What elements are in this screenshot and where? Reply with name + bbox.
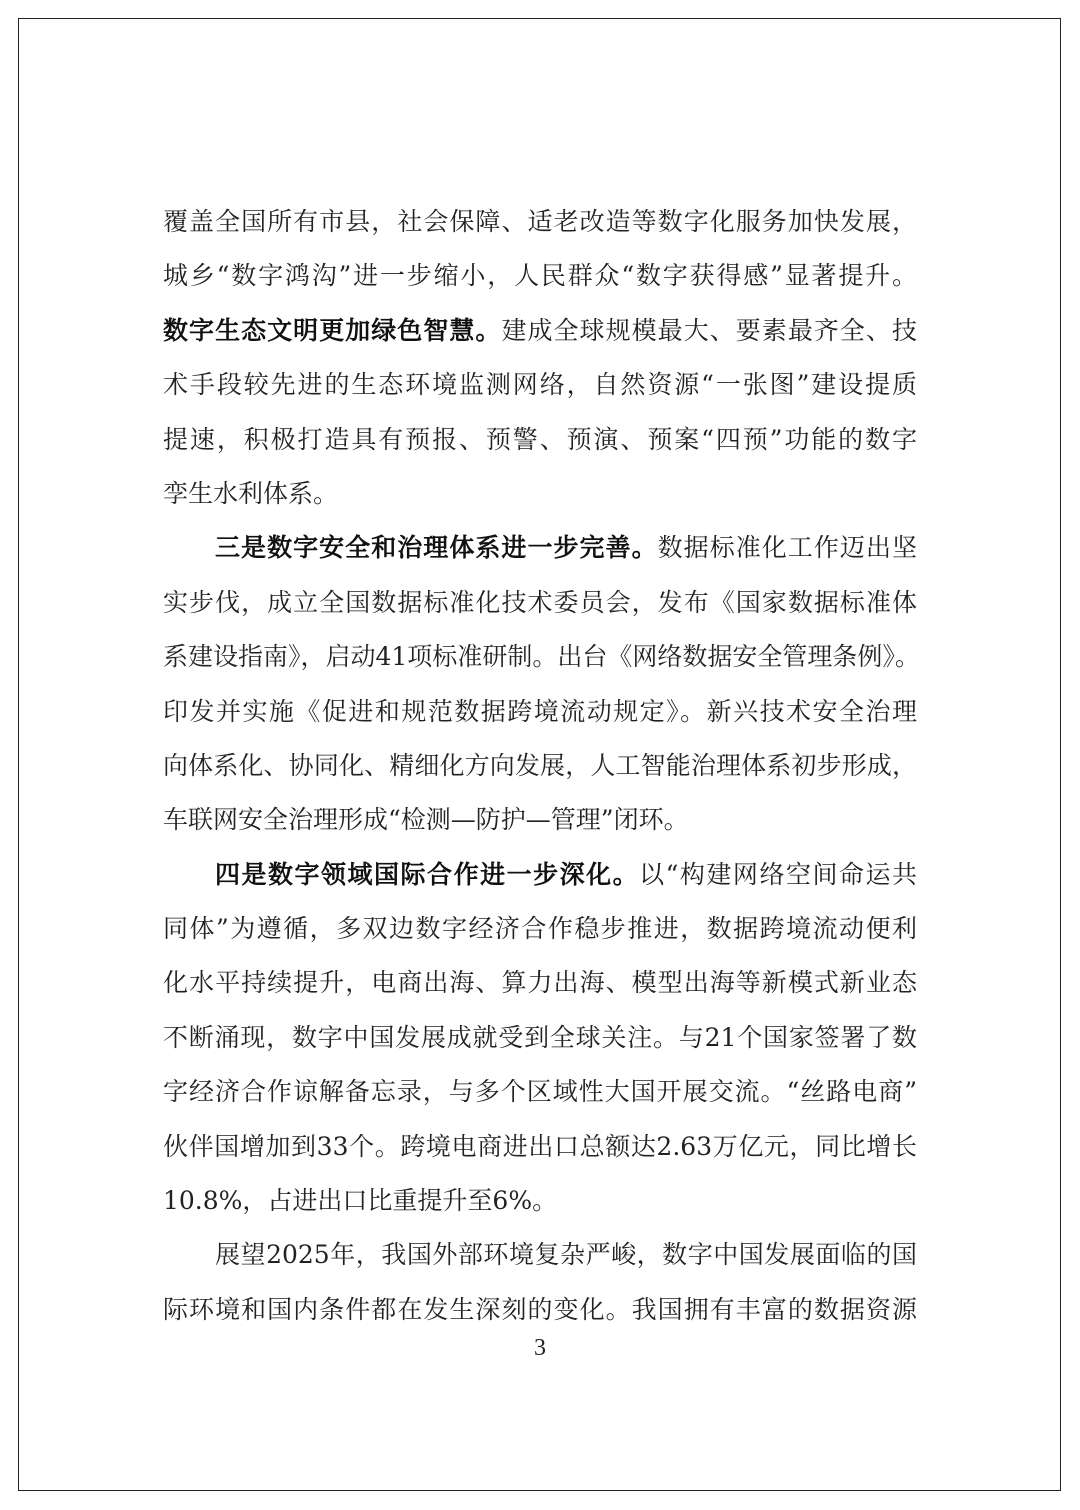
text-line xyxy=(163,1065,917,1119)
text-line xyxy=(163,249,917,303)
text-line xyxy=(163,304,917,358)
line-text: 10.8%，占进出口比重提升至6%。 xyxy=(163,1186,558,1216)
paragraph xyxy=(163,848,917,1229)
text-line xyxy=(163,413,917,467)
line-text: 建成全球规模最大、要素最齐全、技 xyxy=(501,315,917,345)
text-line xyxy=(163,1011,917,1065)
paragraph xyxy=(163,1228,917,1337)
paragraph xyxy=(163,304,917,522)
text-line xyxy=(163,358,917,412)
text-line xyxy=(163,1283,917,1337)
line-text: 提速，积极打造具有预报、预警、预演、预案“四预”功能的数字 xyxy=(163,424,917,454)
text-line xyxy=(163,793,917,847)
line-text: 字经济合作谅解备忘录，与多个区域性大国开展交流。“丝路电商” xyxy=(163,1077,917,1107)
text-line xyxy=(163,685,917,739)
line-text: 数据标准化工作迈出坚 xyxy=(657,533,917,563)
line-text: 展望2025年，我国外部环境复杂严峻，数字中国发展面临的国 xyxy=(215,1240,917,1270)
text-line xyxy=(163,1228,917,1282)
text-line xyxy=(163,956,917,1010)
line-text: 系建设指南》，启动41项标准研制。出台《网络数据安全管理条例》。 xyxy=(163,642,920,672)
document-body xyxy=(163,195,920,1337)
line-text: 术手段较先进的生态环境监测网络，自然资源“一张图”建设提质 xyxy=(163,370,917,400)
bold-heading: 数字生态文明更加绿色智慧。 xyxy=(163,315,502,345)
text-line xyxy=(163,848,917,902)
text-line xyxy=(163,576,917,630)
line-text: 覆盖全国所有市县，社会保障、适老改造等数字化服务加快发展， xyxy=(163,207,917,236)
line-text: 以“构建网络空间命运共 xyxy=(639,859,917,889)
line-text: 车联网安全治理形成“检测—防护—管理”闭环。 xyxy=(163,805,689,835)
line-text: 际环境和国内条件都在发生深刻的变化。我国拥有丰富的数据资源 xyxy=(163,1294,917,1324)
page-number: 3 xyxy=(534,1335,546,1361)
text-line xyxy=(163,902,917,956)
paragraph xyxy=(163,195,917,304)
line-text: 孪生水利体系。 xyxy=(163,478,339,508)
text-line xyxy=(163,630,920,684)
line-text: 城乡“数字鸿沟”进一步缩小，人民群众“数字获得感”显著提升。 xyxy=(163,261,917,291)
line-text: 不断涌现，数字中国发展成就受到全球关注。与21个国家签署了数 xyxy=(163,1022,917,1052)
text-line xyxy=(163,1120,917,1174)
line-text: 化水平持续提升，电商出海、算力出海、模型出海等新模式新业态 xyxy=(163,968,917,998)
text-line xyxy=(163,521,917,575)
text-line xyxy=(163,739,917,793)
bold-heading: 四是数字领域国际合作进一步深化。 xyxy=(215,859,640,889)
bold-heading: 三是数字安全和治理体系进一步完善。 xyxy=(215,533,658,563)
line-text: 实步伐，成立全国数据标准化技术委员会，发布《国家数据标准体 xyxy=(163,587,917,617)
line-text: 同体”为遵循，多双边数字经济合作稳步推进，数据跨境流动便利 xyxy=(163,914,917,944)
text-line xyxy=(163,195,917,249)
line-text: 伙伴国增加到33个。跨境电商进出口总额达2.63万亿元，同比增长 xyxy=(163,1131,917,1161)
text-line xyxy=(163,1174,917,1228)
line-text: 印发并实施《促进和规范数据跨境流动规定》。新兴技术安全治理 xyxy=(163,696,917,726)
line-text: 向体系化、协同化、精细化方向发展，人工智能治理体系初步形成， xyxy=(163,750,917,780)
text-line xyxy=(163,467,917,521)
paragraph xyxy=(163,521,920,847)
